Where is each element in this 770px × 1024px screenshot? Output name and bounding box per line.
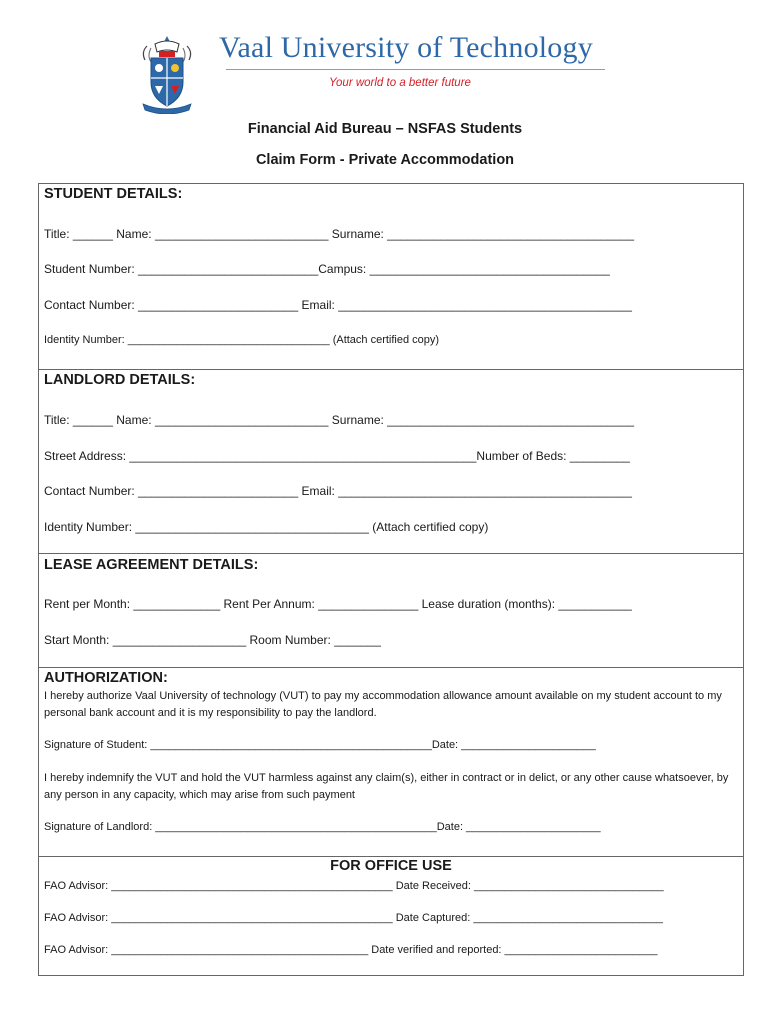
authorization-statement: I hereby authorize Vaal University of technology (VUT) to pay my accommodation allowance amount available on my student account to my personal bank account and it is my responsibility to pay the landlord. [44,690,722,719]
landlord-signature-date-field[interactable]: Signature of Landlord: ______________________________________________Date: ______________________ [44,821,601,833]
student-identity-number-field[interactable]: Identity Number: _________________________________ (Attach certified copy) [44,334,440,346]
form-title-line1: Financial Aid Bureau – NSFAS Students [247,121,523,137]
student-signature-date-field[interactable]: Signature of Student: ______________________________________________Date: ______________________ [44,739,596,751]
authorization-heading: AUTHORIZATION: [44,670,168,686]
section-divider [38,553,744,554]
student-contact-email-field[interactable]: Contact Number: ________________________ Email: ____________________________________________ [44,298,632,312]
lease-start-room-field[interactable]: Start Month: ____________________ Room Number: _______ [44,633,381,647]
fao-advisor-date-verified-field[interactable]: FAO Advisor: __________________________________________ Date verified and reported: _________________________ [44,944,658,956]
landlord-identity-number-field[interactable]: Identity Number: ___________________________________ (Attach certified copy) [44,520,489,534]
office-use-heading: FOR OFFICE USE [330,858,452,874]
landlord-title-name-surname-field[interactable]: Title: ______ Name: __________________________ Surname: _____________________________________ [44,413,635,427]
fao-advisor-date-received-field[interactable]: FAO Advisor: ______________________________________________ Date Received: _______________________________ [44,880,664,892]
indemnity-statement: I hereby indemnify the VUT and hold the VUT harmless against any claim(s), either in contract or in delict, or any other cause whatsoever, by any person in any capacity, which may arise from such payment [44,772,729,801]
student-details-heading: STUDENT DETAILS: [44,186,183,202]
header-rule [226,69,605,70]
lease-details-heading: LEASE AGREEMENT DETAILS: [44,557,259,573]
form-title-line2: Claim Form - Private Accommodation [255,152,515,168]
section-divider [38,369,744,370]
landlord-address-beds-field[interactable]: Street Address: ____________________________________________________Number of Beds: _________ [44,449,630,463]
lease-rent-duration-field[interactable]: Rent per Month: _____________ Rent Per Annum: _______________ Lease duration (months): ___________ [44,597,632,611]
landlord-details-heading: LANDLORD DETAILS: [44,372,196,388]
fao-advisor-date-captured-field[interactable]: FAO Advisor: ______________________________________________ Date Captured: _______________________________ [44,912,664,924]
section-divider [38,667,744,668]
student-number-campus-field[interactable]: Student Number: ___________________________Campus: ____________________________________ [44,262,610,276]
student-title-name-surname-field[interactable]: Title: ______ Name: __________________________ Surname: _____________________________________ [44,227,635,241]
university-crest-logo [137,34,197,114]
university-tagline: Your world to a better future [329,77,471,89]
section-divider [38,856,744,857]
landlord-contact-email-field[interactable]: Contact Number: ________________________ Email: ____________________________________________ [44,484,632,498]
university-name: Vaal University of Technology [219,31,593,64]
